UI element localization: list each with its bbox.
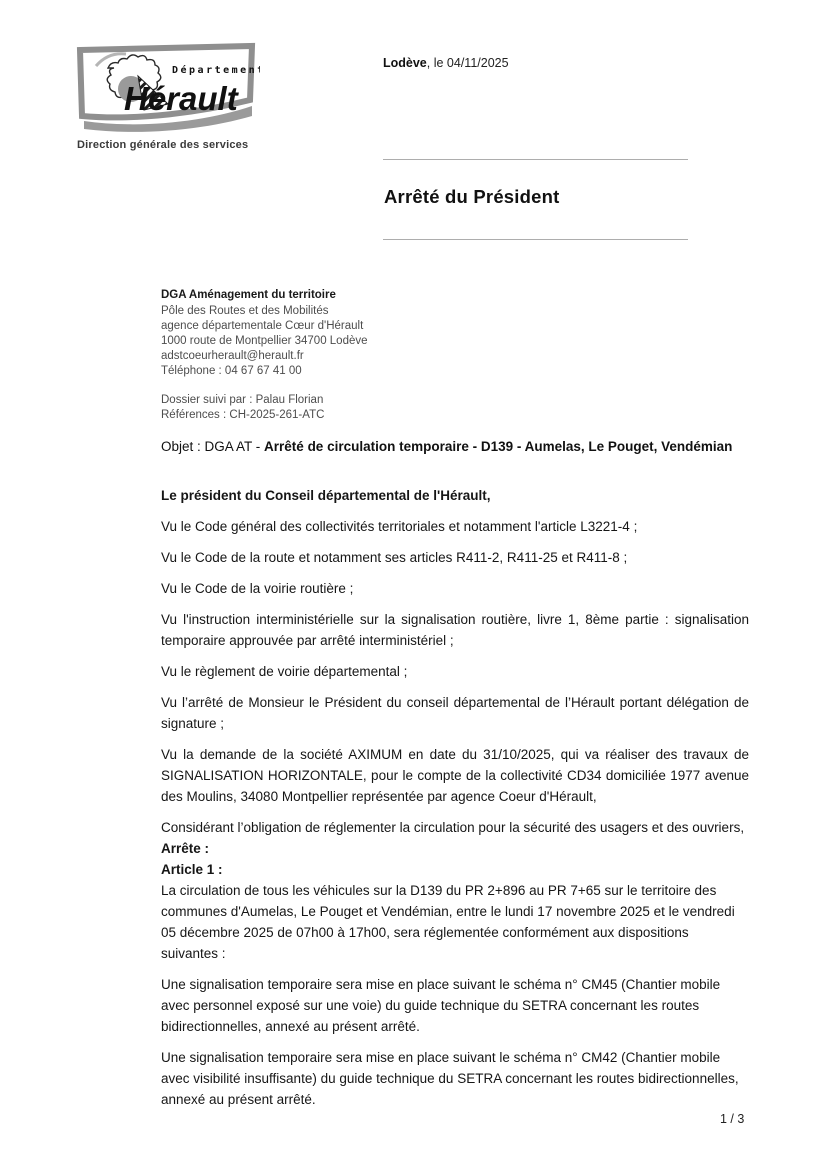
document-title: Arrêté du Président bbox=[384, 186, 560, 207]
document-body bbox=[161, 485, 749, 1120]
paragraph-vu-demande-aximum: Vu la demande de la société AXIMUM en date du 31/10/2025, qui va réaliser des travaux de SIGNALISATION HORIZONTALE, pour le compte de la collectivité CD34 domiciliée 1977 avenue des Moulins, 34080 Montpellier représentée par agence Coeur d'Hérault, bbox=[161, 747, 749, 804]
paragraph-article-1-heading: Article 1 : bbox=[161, 862, 223, 877]
contact-block bbox=[161, 288, 368, 379]
paragraph-schema-cm42: Une signalisation temporaire sera mise en place suivant le schéma n° CM42 (Chantier mobile avec visibilité insuffisante) du guide technique du SETRA concernant les routes bidirectionnelles, annexé au présent arrêté. bbox=[161, 1050, 739, 1107]
contact-line-email: adstcoeurherault@herault.fr bbox=[161, 350, 304, 362]
paragraph-vu-code-voirie: Vu le Code de la voirie routière ; bbox=[161, 581, 354, 596]
contact-line-phone: Téléphone : 04 67 67 41 00 bbox=[161, 365, 302, 377]
objet-prefix: Objet : DGA AT - bbox=[161, 439, 265, 454]
title-rule-top bbox=[383, 159, 688, 160]
paragraph-arrete-heading: Arrête : bbox=[161, 841, 210, 856]
herault-logo-graphic bbox=[74, 42, 260, 134]
dossier-references: Références : CH-2025-261-ATC bbox=[161, 409, 325, 421]
logo-department-name: Hérault bbox=[124, 80, 238, 117]
paragraph-schema-cm45: Une signalisation temporaire sera mise en place suivant le schéma n° CM45 (Chantier mobile avec personnel exposé sur une voie) du guide technique du SETRA concernant les routes bidirectionnelles, annexé au présent arrêté. bbox=[161, 977, 721, 1034]
direction-caption: Direction générale des services bbox=[77, 139, 249, 151]
paragraph-vu-code-route: Vu le Code de la route et notamment ses articles R411-2, R411-25 et R411-8 ; bbox=[161, 550, 628, 565]
objet-subject: Arrêté de circulation temporaire - D139 - Aumelas, Le Pouget, Vendémian bbox=[264, 439, 733, 454]
paragraph-vu-code-general: Vu le Code général des collectivités territoriales et notamment l'article L3221-4 ; bbox=[161, 519, 638, 534]
paragraph-vu-instruction: Vu l'instruction interministérielle sur la signalisation routière, livre 1, 8ème partie : signalisation temporaire approuvée par arrêté interministériel ; bbox=[161, 612, 749, 648]
paragraph-considerant: Considérant l’obligation de réglementer la circulation pour la sécurité des usagers et des ouvriers, bbox=[161, 820, 745, 835]
date-line bbox=[383, 56, 509, 70]
page-number: 1 / 3 bbox=[720, 1112, 745, 1126]
date-city: Lodève bbox=[383, 56, 427, 70]
paragraph-vu-arrete-delegation: Vu l’arrêté de Monsieur le Président du conseil départemental de l’Hérault portant délégation de signature ; bbox=[161, 695, 749, 731]
dossier-suivi-par: Dossier suivi par : Palau Florian bbox=[161, 394, 324, 406]
contact-line-agence: agence départementale Cœur d'Hérault bbox=[161, 320, 364, 332]
paragraph-vu-reglement: Vu le règlement de voirie départemental ; bbox=[161, 664, 408, 679]
contact-service-name: DGA Aménagement du territoire bbox=[161, 289, 336, 301]
title-rule-bottom bbox=[383, 239, 688, 240]
contact-line-address: 1000 route de Montpellier 34700 Lodève bbox=[161, 335, 368, 347]
paragraph-president: Le président du Conseil départemental de l'Hérault, bbox=[161, 488, 491, 503]
contact-line-pole: Pôle des Routes et des Mobilités bbox=[161, 305, 329, 317]
herault-department-logo bbox=[74, 42, 260, 134]
paragraph-article-1-body: La circulation de tous les véhicules sur la D139 du PR 2+896 au PR 7+65 sur le territoire des communes d'Aumelas, Le Pouget et Vendémian, entre le lundi 17 novembre 2025 et le vendredi 05 décembre 2025 de 07h00 à 17h00, sera réglementée conformément aux dispositions suivantes : bbox=[161, 883, 735, 961]
objet-line bbox=[161, 436, 755, 457]
dossier-block bbox=[161, 393, 324, 423]
logo-department-label: Département bbox=[172, 65, 260, 76]
date-rest: , le 04/11/2025 bbox=[426, 56, 509, 70]
